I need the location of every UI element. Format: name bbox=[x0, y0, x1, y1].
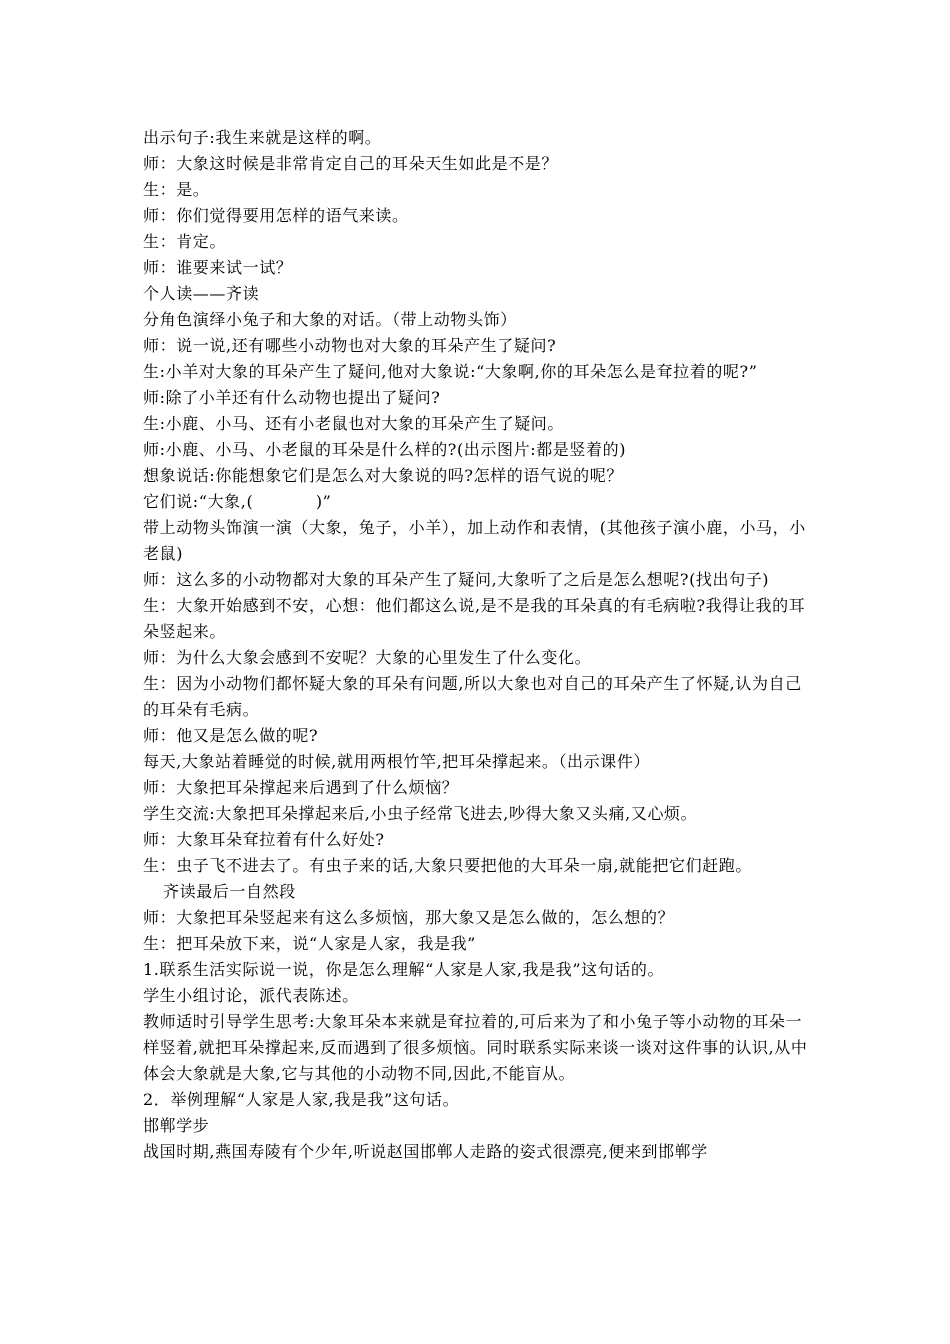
paragraph: 师:小鹿、小马、小老鼠的耳朵是什么样的?(出示图片:都是竖着的) bbox=[143, 440, 627, 459]
paragraph: 师：说一说,还有哪些小动物也对大象的耳朵产生了疑问? bbox=[143, 336, 557, 355]
paragraph: 生：肯定。 bbox=[143, 232, 227, 251]
paragraph: 师：谁要来试一试？ bbox=[143, 258, 293, 277]
paragraph: 师：为什么大象会感到不安呢？大象的心里发生了什么变化。 bbox=[143, 648, 592, 667]
paragraph: 学生小组讨论，派代表陈述。 bbox=[143, 986, 359, 1005]
paragraph: 师：大象耳朵耷拉着有什么好处? bbox=[143, 830, 385, 849]
paragraph: 2．举例理解“人家是人家,我是我”这句话。 bbox=[143, 1090, 460, 1109]
section-heading: 齐读最后一自然段 bbox=[163, 882, 296, 901]
story-title: 邯郸学步 bbox=[143, 1116, 210, 1135]
paragraph: 生：把耳朵放下来，说“人家是人家，我是我” bbox=[143, 934, 476, 953]
paragraph: 个人读——齐读 bbox=[143, 284, 260, 303]
paragraph: 1.联系生活实际说一说，你是怎么理解“人家是人家,我是我”这句话的。 bbox=[143, 960, 665, 979]
paragraph: 生:小鹿、小马、还有小老鼠也对大象的耳朵产生了疑问。 bbox=[143, 414, 564, 433]
paragraph: 师：大象把耳朵竖起来有这么多烦恼，那大象又是怎么做的，怎么想的？ bbox=[143, 908, 675, 927]
document-page bbox=[143, 125, 815, 1165]
paragraph: 师：他又是怎么做的呢? bbox=[143, 726, 319, 745]
paragraph: 生：大象开始感到不安，心想：他们都这么说,是不是我的耳朵真的有毛病啦?我得让我的耳朵竖起来。 bbox=[143, 596, 806, 641]
paragraph: 生：虫子飞不进去了。有虫子来的话,大象只要把他的大耳朵一扇,就能把它们赶跑。 bbox=[143, 856, 752, 875]
paragraph: 出示句子:我生来就是这样的啊。 bbox=[143, 128, 382, 147]
paragraph: 学生交流:大象把耳朵撑起来后,小虫子经常飞进去,吵得大象又头痛,又心烦。 bbox=[143, 804, 698, 823]
paragraph: 每天,大象站着睡觉的时候,就用两根竹竿,把耳朵撑起来。（出示课件） bbox=[143, 752, 651, 771]
paragraph: 生：是。 bbox=[143, 180, 210, 199]
paragraph: 师：你们觉得要用怎样的语气来读。 bbox=[143, 206, 409, 225]
paragraph: 生:小羊对大象的耳朵产生了疑问,他对大象说:“大象啊,你的耳朵怎么是耷拉着的呢?” bbox=[143, 362, 758, 381]
paragraph: 师:除了小羊还有什么动物也提出了疑问? bbox=[143, 388, 441, 407]
paragraph: 师：大象这时候是非常肯定自己的耳朵天生如此是不是？ bbox=[143, 154, 559, 173]
paragraph: 分角色演绎小兔子和大象的对话。（带上动物头饰） bbox=[143, 310, 517, 329]
paragraph: 师：这么多的小动物都对大象的耳朵产生了疑问,大象听了之后是怎么想呢?(找出句子) bbox=[143, 570, 770, 589]
paragraph: 它们说:“大象,( )” bbox=[143, 492, 332, 511]
paragraph: 想象说话:你能想象它们是怎么对大象说的吗?怎样的语气说的呢？ bbox=[143, 466, 623, 485]
paragraph: 教师适时引导学生思考:大象耳朵本来就是耷拉着的,可后来为了和小兔子等小动物的耳朵一样竖着,就把耳朵撑起来,反而遇到了很多烦恼。同时联系实际来谈一谈对这件事的认识,从中体会大象就是大象,它与其他的小动物不同,因此,不能盲从。 bbox=[143, 1012, 808, 1083]
paragraph: 带上动物头饰演一演（大象，兔子，小羊），加上动作和表情，(其他孩子演小鹿，小马，小老鼠) bbox=[143, 518, 806, 563]
paragraph: 师：大象把耳朵撑起来后遇到了什么烦恼？ bbox=[143, 778, 459, 797]
paragraph: 战国时期,燕国寿陵有个少年,听说赵国邯郸人走路的姿式很漂亮,便来到邯郸学 bbox=[143, 1142, 708, 1161]
paragraph: 生：因为小动物们都怀疑大象的耳朵有问题,所以大象也对自己的耳朵产生了怀疑,认为自己的耳朵有毛病。 bbox=[143, 674, 802, 719]
